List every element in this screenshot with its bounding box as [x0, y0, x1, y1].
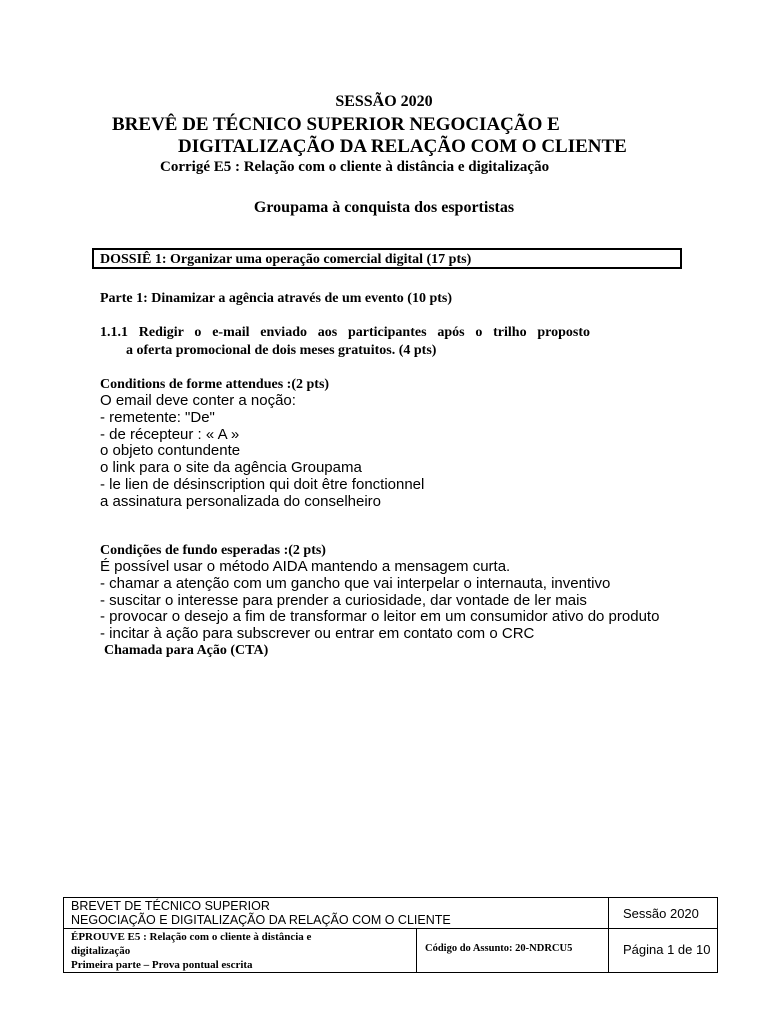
- session-title: SESSÃO 2020: [335, 93, 433, 110]
- dossier-title: DOSSIÊ 1: Organizar uma operação comercial digital (17 pts): [100, 252, 472, 267]
- list-item: - chamar a atenção com um gancho que vai interpelar o internauta, inventivo: [100, 574, 611, 592]
- main-title-line-1: BREVÊ DE TÉCNICO SUPERIOR NEGOCIAÇÃO E: [112, 114, 560, 135]
- question-line-1: 1.1.1 Redigir o e-mail enviado aos participantes após o trilho proposto: [100, 325, 590, 340]
- form-conditions-list: [100, 393, 424, 511]
- list-item: a assinatura personalizada do conselheiro: [100, 492, 382, 510]
- fund-conditions-list: [100, 559, 659, 643]
- footer-divider: [64, 928, 717, 929]
- footer-divider: [608, 898, 609, 972]
- list-item: - le lien de désinscription qui doit être fonctionnel: [100, 475, 425, 493]
- footer-bts-line-1: BREVET DE TÉCNICO SUPERIOR: [71, 899, 270, 913]
- footer-epreuve-line-1: ÉPROUVE E5 : Relação com o cliente à distância e: [71, 931, 312, 943]
- list-item: O email deve conter a noção:: [100, 392, 296, 409]
- footer-subject-code: Código do Assunto: 20-NDRCU5: [425, 943, 573, 954]
- list-item: o link para o site da agência Groupama: [100, 459, 362, 477]
- footer-divider: [416, 928, 417, 972]
- case-title: Groupama à conquista dos esportistas: [253, 199, 515, 216]
- fund-conditions-heading: Condições de fundo esperadas :(2 pts): [100, 543, 326, 558]
- footer-page-number: Página 1 de 10: [623, 942, 711, 957]
- list-item: É possível usar o método AIDA mantendo a mensagem curta.: [100, 558, 511, 575]
- call-to-action-note: Chamada para Ação (CTA): [104, 643, 269, 658]
- list-item: - provocar o desejo a fim de transformar o leitor em um consumidor ativo do produto: [100, 608, 660, 626]
- list-item: - remetente: "De": [100, 408, 215, 426]
- form-conditions-heading: Conditions de forme attendues :(2 pts): [100, 377, 330, 392]
- footer-epreuve-line-2: digitalização: [71, 945, 131, 957]
- list-item: - suscitar o interesse para prender a curiosidade, dar vontade de ler mais: [100, 591, 587, 609]
- document-subtitle: Corrigé E5 : Relação com o cliente à distância e digitalização: [160, 159, 550, 175]
- dossier-box: [92, 248, 682, 269]
- list-item: o objeto contundente: [100, 442, 241, 460]
- main-title-line-2: DIGITALIZAÇÃO DA RELAÇÃO COM O CLIENTE: [178, 136, 627, 157]
- footer-session: Sessão 2020: [623, 906, 699, 921]
- list-item: - de récepteur : « A »: [100, 425, 240, 443]
- footer-table: [63, 897, 718, 973]
- footer-bts-line-2: NEGOCIAÇÃO E DIGITALIZAÇÃO DA RELAÇÃO COM O CLIENTE: [71, 913, 451, 927]
- part-title: Parte 1: Dinamizar a agência através de um evento (10 pts): [100, 291, 453, 306]
- question-line-2: a oferta promocional de dois meses gratuitos. (4 pts): [126, 343, 437, 358]
- footer-epreuve-line-3: Primeira parte – Prova pontual escrita: [71, 959, 253, 971]
- list-item: - incitar à ação para subscrever ou entrar em contato com o CRC: [100, 625, 535, 643]
